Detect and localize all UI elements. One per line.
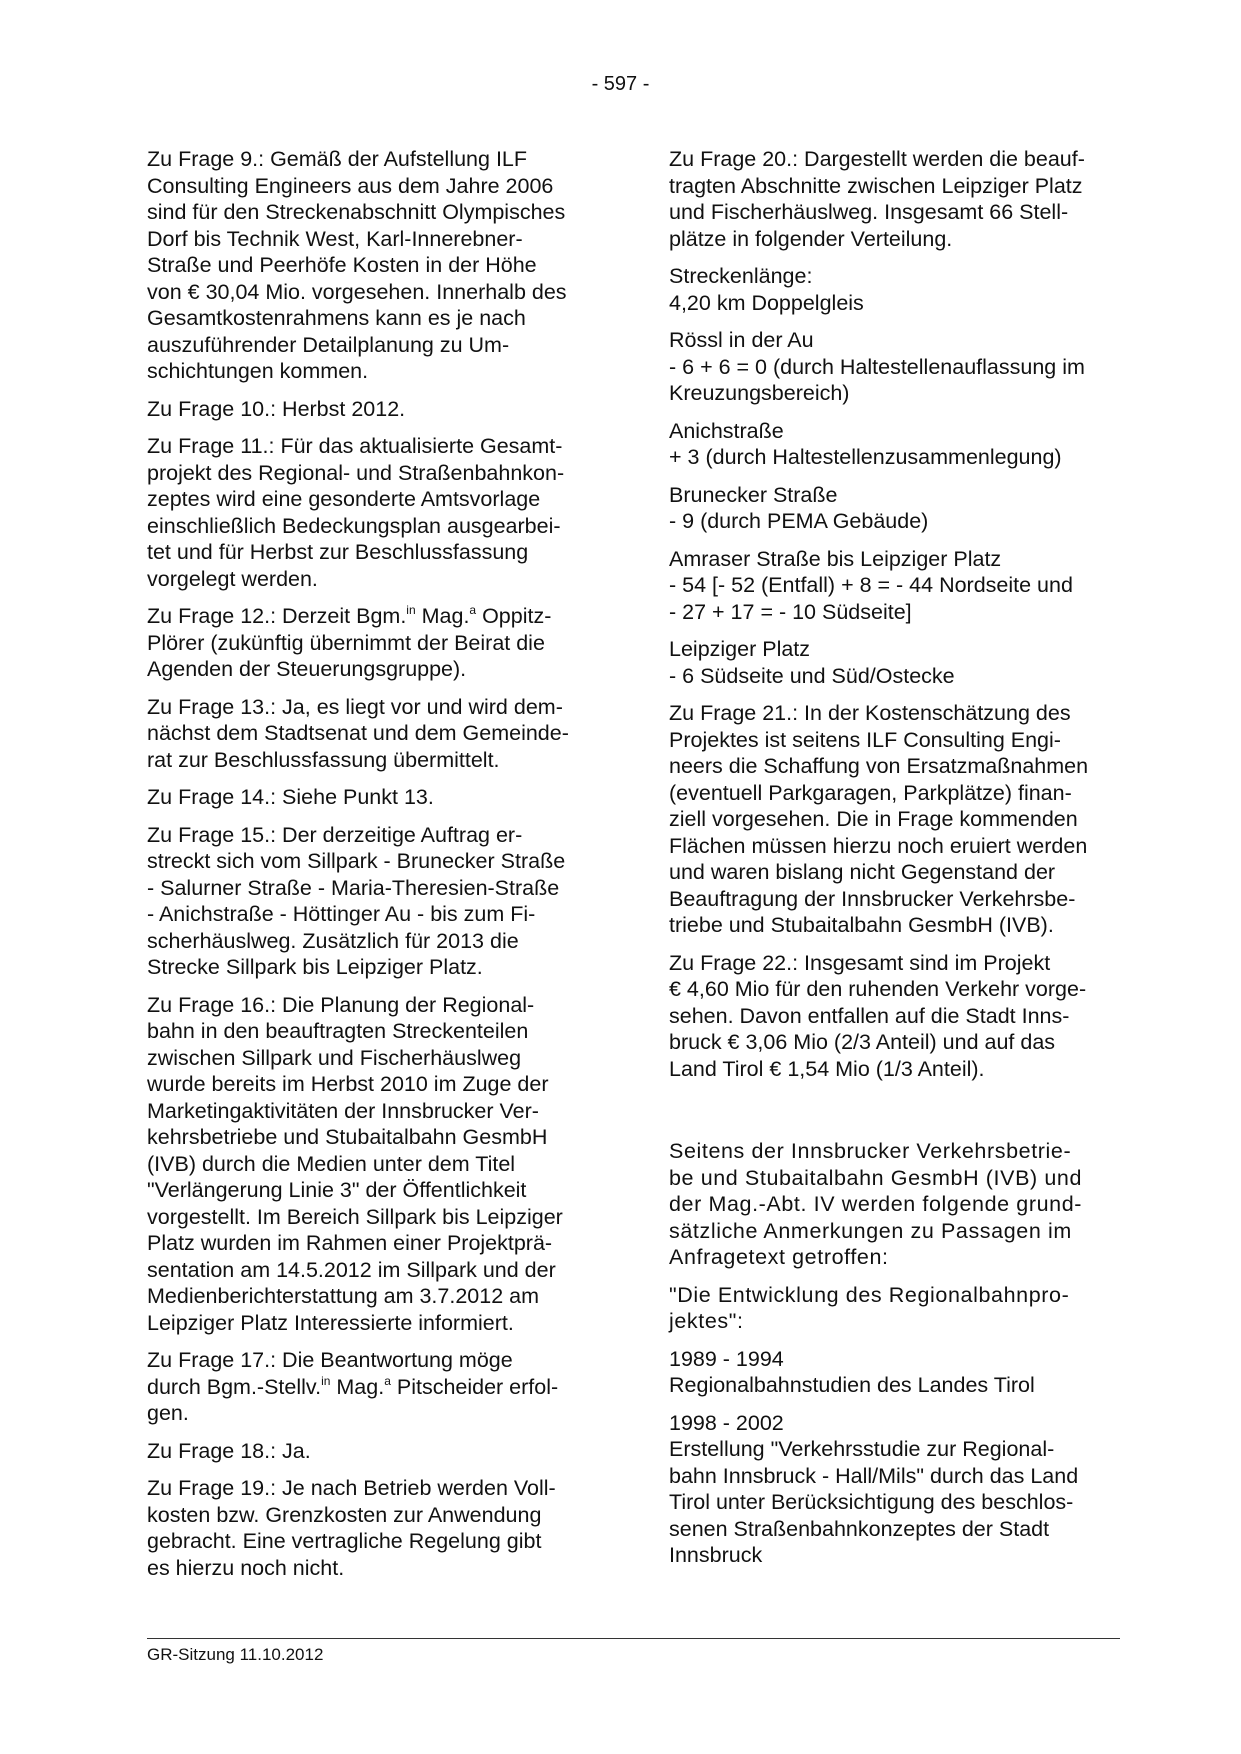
superscript: a [469,603,477,617]
answer-question-16: Zu Frage 16.: Die Planung der Regional- bahn in den beauftragten Streckenteilen zwischen Sillpark und Fischerhäuslweg wurde bereits im Herbst 2010 im Zuge der Marketingaktivitäten der Innsbrucker Ver- kehrsbetriebe und Stubaitalbahn GesmbH (IVB) durch die Medien unter dem Titel "Verlängerung Linie 3" der Öffentlichkeit vorgestellt. Im Bereich Sillpark bis Leipziger Platz wurden im Rahmen einer Projektprä- sentation am 14.5.2012 im Sillpark und der Medienberichterstattung am 3.7.2012 am Leipziger Platz Interessierte informiert. [147,992,563,1335]
answer-question-22: Zu Frage 22.: Insgesamt sind im Projekt € 4,60 Mio für den ruhenden Verkehr vorge- sehen. Davon entfallen auf die Stadt Inns- bruck € 3,06 Mio (2/3 Anteil) und auf das Land Tirol € 1,54 Mio (1/3 Anteil). [669,950,1087,1081]
footer-divider [147,1638,1120,1639]
answer-question-19: Zu Frage 19.: Je nach Betrieb werden Voll- kosten bzw. Grenzkosten zur Anwendung gebracht. Eine vertragliche Regelung gibt es hierzu noch nicht. [147,1476,556,1580]
answer-question-17-text: Zu Frage 17.: Die Beantwortung möge durch Bgm.-Stellv. [147,1348,513,1399]
timeline-entry: 1998 - 2002 Erstellung "Verkehrsstudie zur Regional- bahn Innsbruck - Hall/Mils" durch das Land Tirol unter Berücksichtigung des beschlos- senen Straßenbahnkonzeptes der Stadt Innsbruck [669,1410,1079,1567]
page-number: - 597 - [591,73,650,95]
superscript: in [321,1373,331,1388]
section-leipziger-platz: Leipziger Platz - 6 Südseite und Süd/Ostecke [669,637,955,688]
answer-question-9: Zu Frage 9.: Gemäß der Aufstellung ILF Consulting Engineers aus dem Jahre 2006 sind für den Streckenabschnitt Olympisches Dorf bis Technik West, Karl-Innerebner- Straße und Peerhöfe Kosten in der Höhe von € 30,04 Mio. vorgesehen. Innerhalb des Gesamtkostenrahmens kann es je nach auszuführender Detailplanung zu Um- schichtungen kommen. [147,147,567,383]
remarks-intro: Seitens der Innsbrucker Verkehrsbetrie- be und Stubaitalbahn GesmbH (IVB) und der Mag.-Abt. IV werden folgende grund- sätzliche Anmerkungen zu Passagen im Anfragetext getroffen: [669,1139,1083,1269]
answer-question-15: Zu Frage 15.: Der derzeitige Auftrag er- streckt sich vom Sillpark - Brunecker Straße - Salurner Straße - Maria-Theresien-Straße - Anichstraße - Höttinger Au - bis zum Fi- scherhäuslweg. Zusätzlich für 2013 die Strecke Sillpark bis Leipziger Platz. [147,822,566,979]
answer-question-11: Zu Frage 11.: Für das aktualisierte Gesamt- projekt des Regional- und Straßenbahnkon- zeptes wird eine gesonderte Amtsvorlage einschließlich Bedeckungsplan ausgearbei- tet und für Herbst zur Beschlussfassung vorgelegt werden. [147,434,565,591]
answer-question-18: Zu Frage 18.: Ja. [147,1438,311,1463]
answer-question-21: Zu Frage 21.: In der Kostenschätzung des Projektes ist seitens ILF Consulting Engi- neers die Schaffung von Ersatzmaßnahmen (eventuell Parkgaragen, Parkplätze) finan- ziell vorgesehen. Die in Frage kommenden Flächen müssen hierzu noch eruiert werden und waren bislang nicht Gegenstand der Beauftragung der Innsbrucker Verkehrsbe- triebe und Stubaitalbahn GesmbH (IVB). [669,701,1089,937]
quoted-heading: "Die Entwicklung des Regionalbahnpro- jektes": [669,1282,1070,1333]
answer-question-17-text: Pitscheider erfol- gen. [147,1374,559,1425]
spacer [669,1093,1129,1138]
footer-text: GR-Sitzung 11.10.2012 [147,1645,324,1664]
answer-question-12-text: Oppitz- Plörer (zukünftig übernimmt der Beirat die Agenden der Steuerungsgruppe). [147,604,552,681]
superscript: a [384,1373,391,1388]
answer-question-17 [147,1347,607,1427]
right-column [669,146,1129,1580]
answer-question-17-text: Mag. [330,1374,385,1399]
route-length: Streckenlänge: 4,20 km Doppelgleis [669,264,864,315]
answer-question-12-text: Mag. [415,604,470,628]
superscript: in [406,603,416,617]
section-roessl-in-der-au: Rössl in der Au - 6 + 6 = 0 (durch Haltestellenauflassung im Kreuzungsbereich) [669,328,1085,405]
section-brunecker-strasse: Brunecker Straße - 9 (durch PEMA Gebäude) [669,482,929,533]
timeline-entry: 1989 - 1994 Regionalbahnstudien des Landes Tirol [669,1346,1035,1397]
left-column [147,146,607,1592]
section-anichstrasse: Anichstraße + 3 (durch Haltestellenzusammenlegung) [669,418,1062,469]
answer-question-12 [147,603,607,683]
answer-question-14: Zu Frage 14.: Siehe Punkt 13. [147,785,434,809]
answer-question-13: Zu Frage 13.: Ja, es liegt vor und wird dem- nächst dem Stadtsenat und dem Gemeinde- rat zur Beschlussfassung übermittelt. [147,694,569,772]
answer-question-12-text: Zu Frage 12.: Derzeit Bgm. [147,604,407,628]
section-amraser-strasse: Amraser Straße bis Leipziger Platz - 54 [- 52 (Entfall) + 8 = - 44 Nordseite und - 27 + 17 = - 10 Südseite] [669,546,1073,624]
answer-question-20: Zu Frage 20.: Dargestellt werden die beauf- tragten Abschnitte zwischen Leipziger Platz und Fischerhäuslweg. Insgesamt 66 Stell- plätze in folgender Verteilung. [669,147,1085,251]
answer-question-10: Zu Frage 10.: Herbst 2012. [147,396,406,421]
